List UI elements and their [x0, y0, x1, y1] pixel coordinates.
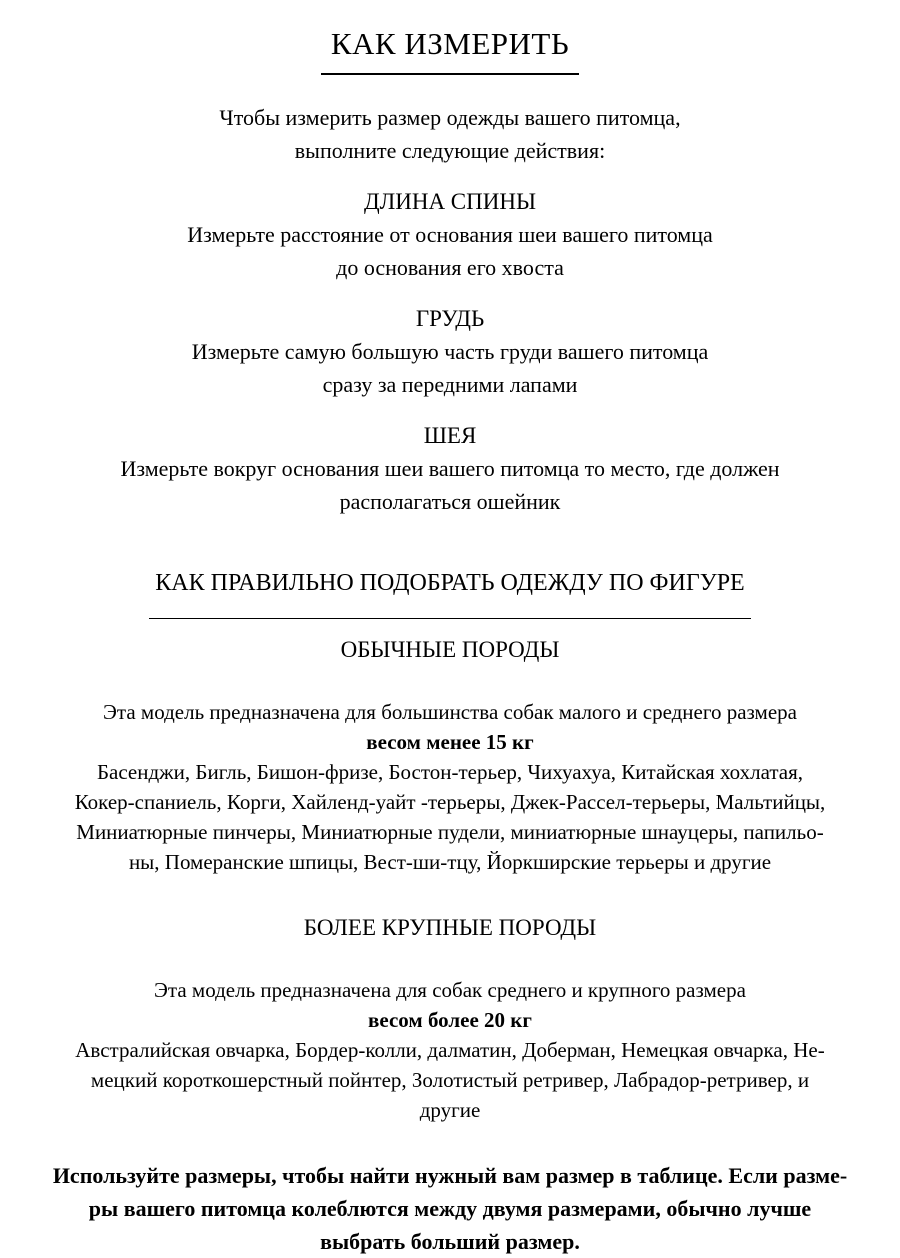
section-text-line: Измерьте самую большую часть груди вашего питомца: [191, 339, 709, 364]
section-text-line: Измерьте расстояние от основания шеи вашего питомца: [187, 222, 713, 247]
page-title: [0, 26, 900, 75]
breed-list-line: Австралийская овчарка, Бордер-колли, далматин, Доберман, Немецкая овчарка, Не-: [75, 1037, 825, 1062]
heading-divider-line: [149, 618, 751, 619]
regular-breeds-paragraph: [0, 697, 900, 877]
advice-line: выбрать больший размер.: [320, 1228, 580, 1254]
breeds-intro-line: Эта модель предназначена для собак среднего и крупного размера: [154, 977, 746, 1002]
larger-breeds-paragraph: [0, 975, 900, 1125]
page-title-text: КАК ИЗМЕРИТЬ: [321, 26, 579, 75]
section-heading-back-length: ДЛИНА СПИНЫ: [363, 189, 537, 214]
larger-breeds-heading: БОЛЕЕ КРУПНЫЕ ПОРОДЫ: [303, 914, 597, 940]
size-table-advice: [0, 1159, 900, 1258]
breeds-intro-line: Эта модель предназначена для большинства собак малого и среднего размера: [103, 699, 797, 724]
section-back-length: [0, 186, 900, 284]
advice-line: Используйте размеры, чтобы найти нужный вам размер в таблице. Если разме-: [52, 1162, 848, 1188]
section-text-line: сразу за передними лапами: [322, 372, 578, 397]
weight-note: весом менее 15 кг: [366, 729, 534, 754]
section-heading-chest: ГРУДЬ: [415, 306, 485, 331]
section-heading-neck: ШЕЯ: [423, 423, 477, 448]
breed-list-line: другие: [419, 1097, 481, 1122]
regular-breeds-heading: ОБЫЧНЫЕ ПОРОДЫ: [340, 636, 560, 662]
section-text-line: располагаться ошейник: [339, 489, 561, 514]
intro-line: выполните следующие действия:: [294, 138, 606, 163]
fit-section-heading: КАК ПРАВИЛЬНО ПОДОБРАТЬ ОДЕЖДУ ПО ФИГУРЕ: [155, 570, 745, 596]
section-chest: [0, 303, 900, 401]
advice-line: ры вашего питомца колеблются между двумя размерами, обычно лучше: [88, 1195, 812, 1221]
intro-paragraph: [0, 101, 900, 167]
breed-list-line: Басенджи, Бигль, Бишон-фризе, Бостон-терьер, Чихуахуа, Китайская хохлатая,: [96, 759, 804, 784]
intro-line: Чтобы измерить размер одежды вашего питомца,: [219, 105, 681, 130]
breed-list-line: мецкий короткошерстный пойнтер, Золотистый ретривер, Лабрадор-ретривер, и: [90, 1067, 810, 1092]
section-text-line: до основания его хвоста: [336, 255, 564, 280]
breed-list-line: Кокер-спаниель, Корги, Хайленд-уайт -терьеры, Джек-Рассел-терьеры, Мальтийцы,: [74, 789, 826, 814]
weight-note: весом более 20 кг: [368, 1007, 532, 1032]
section-text-line: Измерьте вокруг основания шеи вашего питомца то место, где должен: [120, 456, 780, 481]
breed-list-line: ны, Померанские шпицы, Вест-ши-тцу, Йоркширские терьеры и другие: [128, 849, 772, 874]
section-neck: [0, 420, 900, 518]
breed-list-line: Миниатюрные пинчеры, Миниатюрные пудели, миниатюрные шнауцеры, папильо-: [76, 819, 824, 844]
